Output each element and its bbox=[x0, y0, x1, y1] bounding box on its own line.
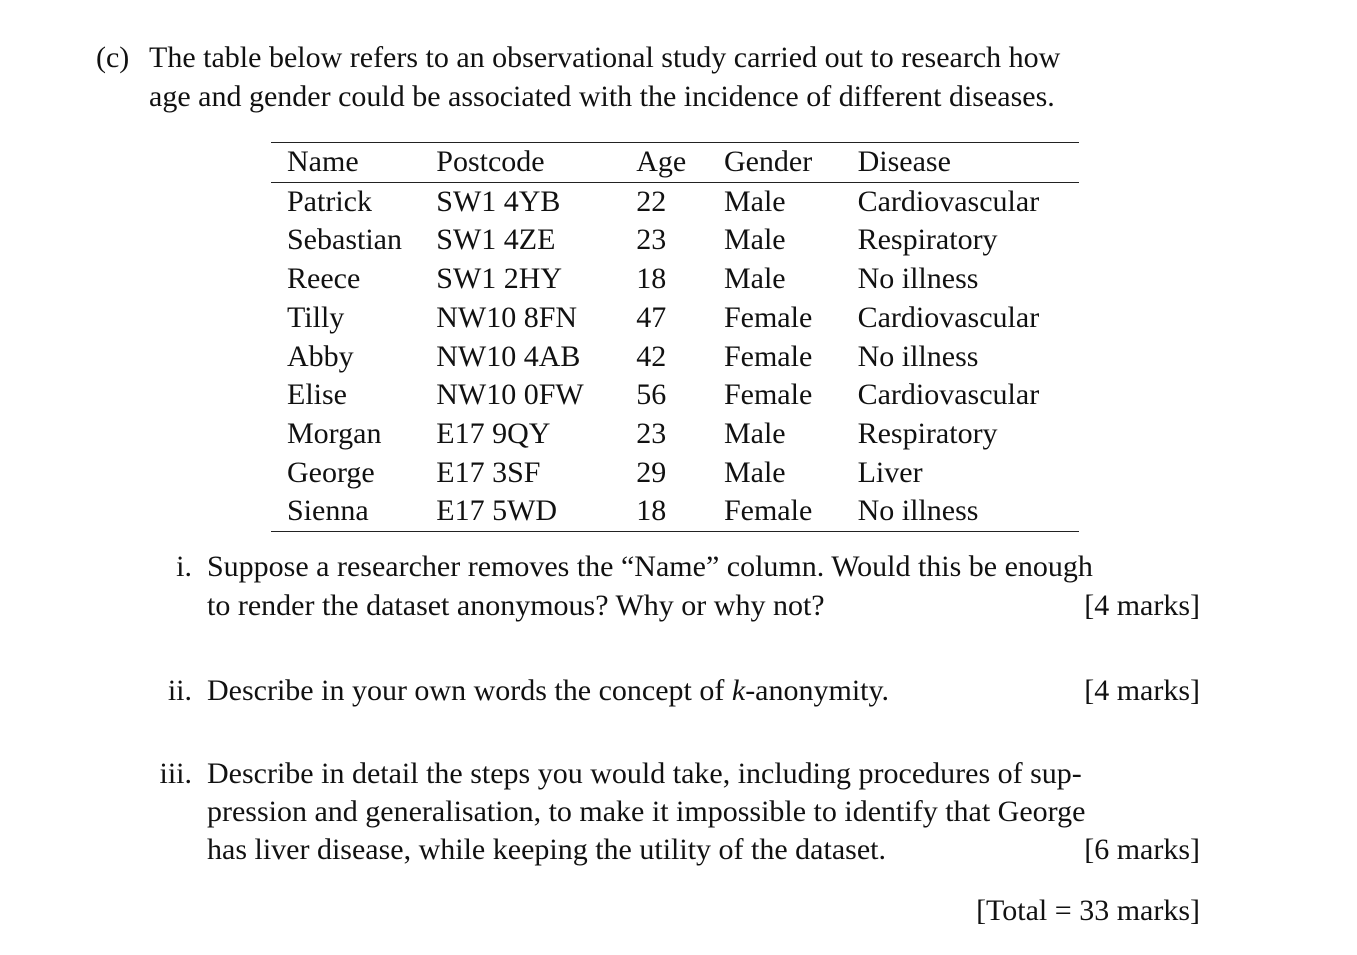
table-row bbox=[271, 492, 1079, 531]
cell-gender: Male bbox=[723, 455, 786, 489]
question-3-text-line-1: Describe in detail the steps you would take, including procedures of sup- bbox=[207, 757, 1082, 790]
cell-gender: Male bbox=[723, 184, 786, 218]
table-row bbox=[271, 182, 1079, 221]
question-3-text-line-3: has liver disease, while keeping the utility of the dataset. bbox=[207, 833, 886, 866]
cell-name: Elise bbox=[287, 378, 347, 412]
total-marks: [Total = 33 marks] bbox=[976, 894, 1200, 927]
cell-disease: Respiratory bbox=[857, 223, 998, 257]
cell-postcode: SW1 2HY bbox=[436, 262, 563, 296]
cell-postcode: E17 5WD bbox=[436, 494, 558, 528]
question-1-number: i. bbox=[176, 550, 192, 583]
cell-gender: Male bbox=[723, 416, 786, 450]
table-row bbox=[271, 260, 1079, 299]
k-symbol: k bbox=[731, 674, 746, 707]
question-1-text-line-2: to render the dataset anonymous? Why or why not? bbox=[207, 589, 825, 622]
cell-postcode: SW1 4YB bbox=[436, 184, 561, 218]
cell-disease: Respiratory bbox=[857, 416, 998, 450]
intro-text-line-2: age and gender could be associated with the incidence of different diseases. bbox=[149, 80, 1055, 113]
cell-age: 22 bbox=[636, 184, 667, 218]
question-3-marks: [6 marks] bbox=[1084, 833, 1200, 866]
cell-postcode: SW1 4ZE bbox=[436, 223, 556, 257]
question-1-text-line-1: Suppose a researcher removes the “Name” column. Would this be enough bbox=[207, 550, 1093, 583]
cell-disease: Cardiovascular bbox=[857, 300, 1040, 334]
study-data-table bbox=[271, 142, 1079, 532]
cell-name: Tilly bbox=[287, 300, 345, 334]
question-2-text-after: -anonymity. bbox=[745, 674, 890, 707]
table-row bbox=[271, 376, 1079, 415]
cell-disease: No illness bbox=[857, 494, 979, 528]
cell-postcode: NW10 0FW bbox=[436, 378, 584, 412]
cell-age: 18 bbox=[636, 494, 667, 528]
table-row bbox=[271, 454, 1079, 493]
table-row bbox=[271, 415, 1079, 454]
cell-disease: Liver bbox=[857, 455, 923, 489]
cell-age: 23 bbox=[636, 416, 667, 450]
cell-postcode: E17 3SF bbox=[436, 455, 541, 489]
cell-gender: Male bbox=[723, 223, 786, 257]
question-1-marks: [4 marks] bbox=[1084, 589, 1200, 622]
cell-age: 18 bbox=[636, 262, 667, 296]
cell-disease: Cardiovascular bbox=[857, 378, 1040, 412]
cell-gender: Female bbox=[723, 378, 813, 412]
table-row bbox=[271, 221, 1079, 260]
question-2-text bbox=[207, 672, 889, 711]
header-postcode: Postcode bbox=[436, 145, 545, 178]
header-name: Name bbox=[287, 145, 359, 178]
cell-gender: Female bbox=[723, 339, 813, 373]
table-row bbox=[271, 299, 1079, 338]
cell-age: 56 bbox=[636, 378, 667, 412]
cell-age: 47 bbox=[636, 300, 667, 334]
header-gender: Gender bbox=[723, 145, 813, 178]
cell-name: Morgan bbox=[287, 416, 382, 450]
table-header-row bbox=[271, 143, 1079, 183]
header-age: Age bbox=[636, 145, 687, 178]
cell-name: Abby bbox=[287, 339, 354, 373]
cell-age: 29 bbox=[636, 455, 667, 489]
cell-name: Sebastian bbox=[287, 223, 402, 257]
question-2-text-before: Describe in your own words the concept of bbox=[207, 674, 732, 707]
cell-age: 42 bbox=[636, 339, 667, 373]
header-disease: Disease bbox=[857, 145, 951, 178]
cell-postcode: NW10 8FN bbox=[436, 300, 578, 334]
cell-name: Patrick bbox=[287, 184, 372, 218]
cell-gender: Female bbox=[723, 494, 813, 528]
cell-disease: Cardiovascular bbox=[857, 184, 1040, 218]
cell-name: Reece bbox=[287, 262, 361, 296]
question-3-number: iii. bbox=[159, 757, 192, 790]
cell-gender: Male bbox=[723, 262, 786, 296]
cell-postcode: E17 9QY bbox=[436, 416, 551, 450]
question-2-number: ii. bbox=[167, 674, 192, 707]
cell-disease: No illness bbox=[857, 262, 979, 296]
part-label: (c) bbox=[96, 41, 130, 74]
question-2-marks: [4 marks] bbox=[1084, 674, 1200, 707]
cell-disease: No illness bbox=[857, 339, 979, 373]
intro-text-line-1: The table below refers to an observational study carried out to research how bbox=[149, 41, 1061, 74]
cell-name: Sienna bbox=[287, 494, 369, 528]
cell-gender: Female bbox=[723, 300, 813, 334]
table-row bbox=[271, 338, 1079, 377]
cell-postcode: NW10 4AB bbox=[436, 339, 581, 373]
cell-name: George bbox=[287, 455, 375, 489]
cell-age: 23 bbox=[636, 223, 667, 257]
question-3-text-line-2: pression and generalisation, to make it impossible to identify that George bbox=[207, 795, 1086, 828]
